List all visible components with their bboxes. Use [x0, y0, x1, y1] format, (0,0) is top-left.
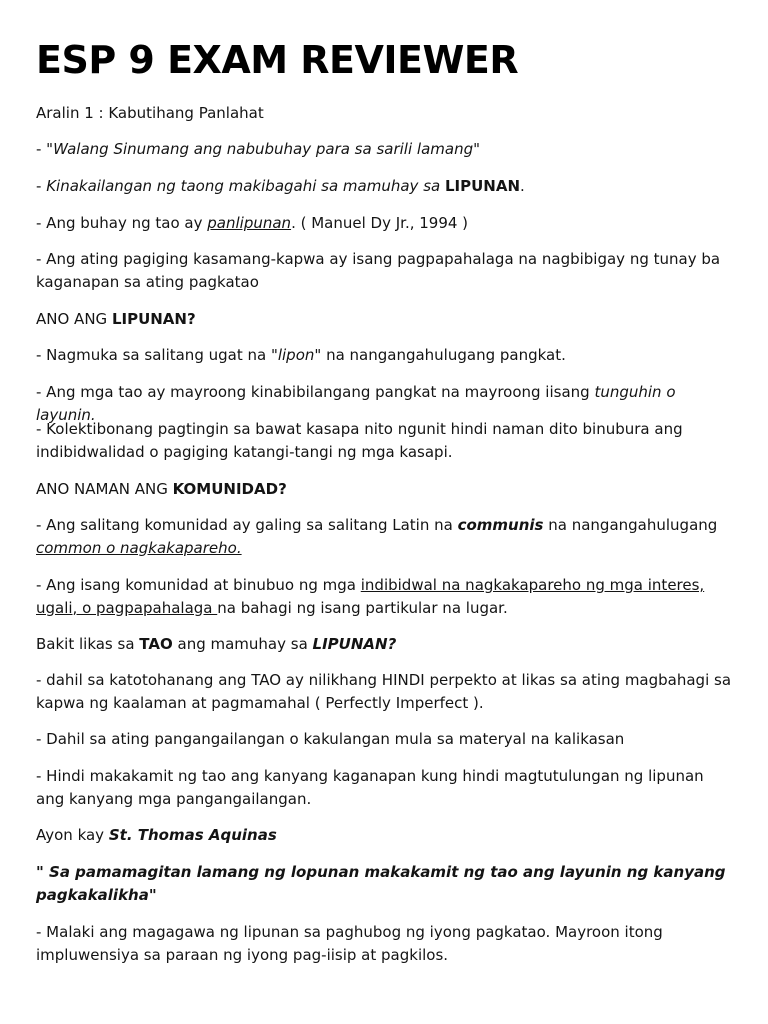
text-span: na nangangahulugang [543, 516, 718, 534]
text-span: Ayon kay [36, 826, 109, 844]
paragraph-hindi-perpekto: - dahil sa katotohanang ang TAO ay nilikhang HINDI perpekto at likas sa ating magbahagi sa kapwa ng kaalaman at pagmamahal ( Perfectly Imperfect ). [36, 671, 732, 712]
text-span: na nangangahulugang pangkat. [321, 346, 566, 364]
underlined-term-panlipunan: panlipunan [207, 214, 292, 232]
text-span: - Ang isang komunidad at binubuo ng mga [36, 576, 361, 594]
section-heading-bakit [36, 633, 736, 656]
bold-italic-quote: " Sa pamamagitan lamang ng lopunan makakamit ng tao ang layunin ng kanyang pagkakalikha" [36, 863, 726, 904]
text-span: - [36, 177, 47, 195]
text-span: Bakit likas sa [36, 635, 140, 653]
paragraph-communis [36, 514, 736, 559]
section-heading-komunidad [36, 478, 736, 501]
text-span: . ( Manuel Dy Jr., 1994 ) [291, 214, 469, 232]
text-span: na bahagi ng isang partikular na lugar. [217, 598, 508, 617]
text-span: ang mamuhay sa [172, 635, 313, 653]
italic-text: tunguhin o layunin. [36, 383, 676, 424]
paragraph-paghubog: - Malaki ang magagawa ng lipunan sa paghubog ng iyong pagkatao. Mayroon itong impluwensiya sa paraan ng iyong pag-iisip at pagkilos. [36, 923, 663, 964]
paragraph-binubuo-ng-mga [36, 574, 736, 619]
text-span: - Ang buhay ng tao ay [36, 214, 208, 232]
italic-text: lipon" [277, 346, 322, 364]
section-heading-lipunan [36, 308, 736, 331]
italic-text: Kinakailangan ng taong makibagahi sa mamuhay sa [46, 177, 445, 195]
text-span: - Ang mga tao ay mayroong kinabibilangang pangkat na mayroong iisang [36, 383, 595, 401]
paragraph-kakulangan: - Dahil sa ating pangangailangan o kakulangan mula sa materyal na kalikasan [36, 730, 625, 748]
paragraph-quote-walang-sinuman [36, 138, 736, 161]
bold-text: TAO [139, 635, 173, 653]
underlined-text: indibidwal na nagkakapareho ng mga interes, ugali, o pagpapahalaga [36, 576, 705, 617]
paragraph-kaganapan: - Hindi makakamit ng tao ang kanyang kaganapan kung hindi magtutulungan ng lipunan ang kanyang mga pangangailangan. [36, 767, 704, 808]
text-span: - Nagmuka sa salitang ugat na " [36, 346, 278, 364]
bold-text: KOMUNIDAD? [172, 480, 287, 498]
text-span: ANO NAMAN ANG [36, 480, 173, 498]
text-span: - Ang salitang komunidad ay galing sa salitang Latin na [36, 516, 458, 534]
bold-italic-term-communis: communis [457, 516, 544, 534]
paragraph-kolektibong-pagtingin: - Kolektibonang pagtingin sa bawat kasapa nito ngunit hindi naman dito binubura ang indibidwalidad o pagiging katangi-tangi ng mga kasapi. [36, 420, 683, 461]
text-span: - " [36, 140, 54, 158]
underlined-italic-text: common o nagkakapareho. [36, 538, 242, 557]
text-span: . [520, 177, 525, 195]
text-span: ANO ANG [36, 310, 112, 328]
paragraph-kinakailangan [36, 175, 736, 198]
lesson-heading: Aralin 1 : Kabutihang Panlahat [36, 104, 264, 122]
paragraph-buhay-ng-tao [36, 212, 736, 235]
bold-text: LIPUNAN? [111, 310, 196, 328]
bold-term-lipunan: LIPUNAN [444, 177, 521, 195]
paragraph-lipon [36, 344, 736, 367]
paragraph-kasamang-kapwa: - Ang ating pagiging kasamang-kapwa ay isang pagpapahalaga na nagbibigay ng tunay ba kaganapan sa ating pagkatao [36, 250, 721, 291]
page-title: ESP 9 EXAM REVIEWER [36, 38, 519, 82]
bold-italic-name: St. Thomas Aquinas [108, 826, 277, 844]
aquinas-quote [36, 861, 736, 906]
bold-italic-text: LIPUNAN? [312, 635, 397, 653]
italic-text: Walang Sinumang ang nabubuhay para sa sarili lamang" [53, 140, 480, 158]
section-heading-ayon-kay [36, 824, 736, 847]
